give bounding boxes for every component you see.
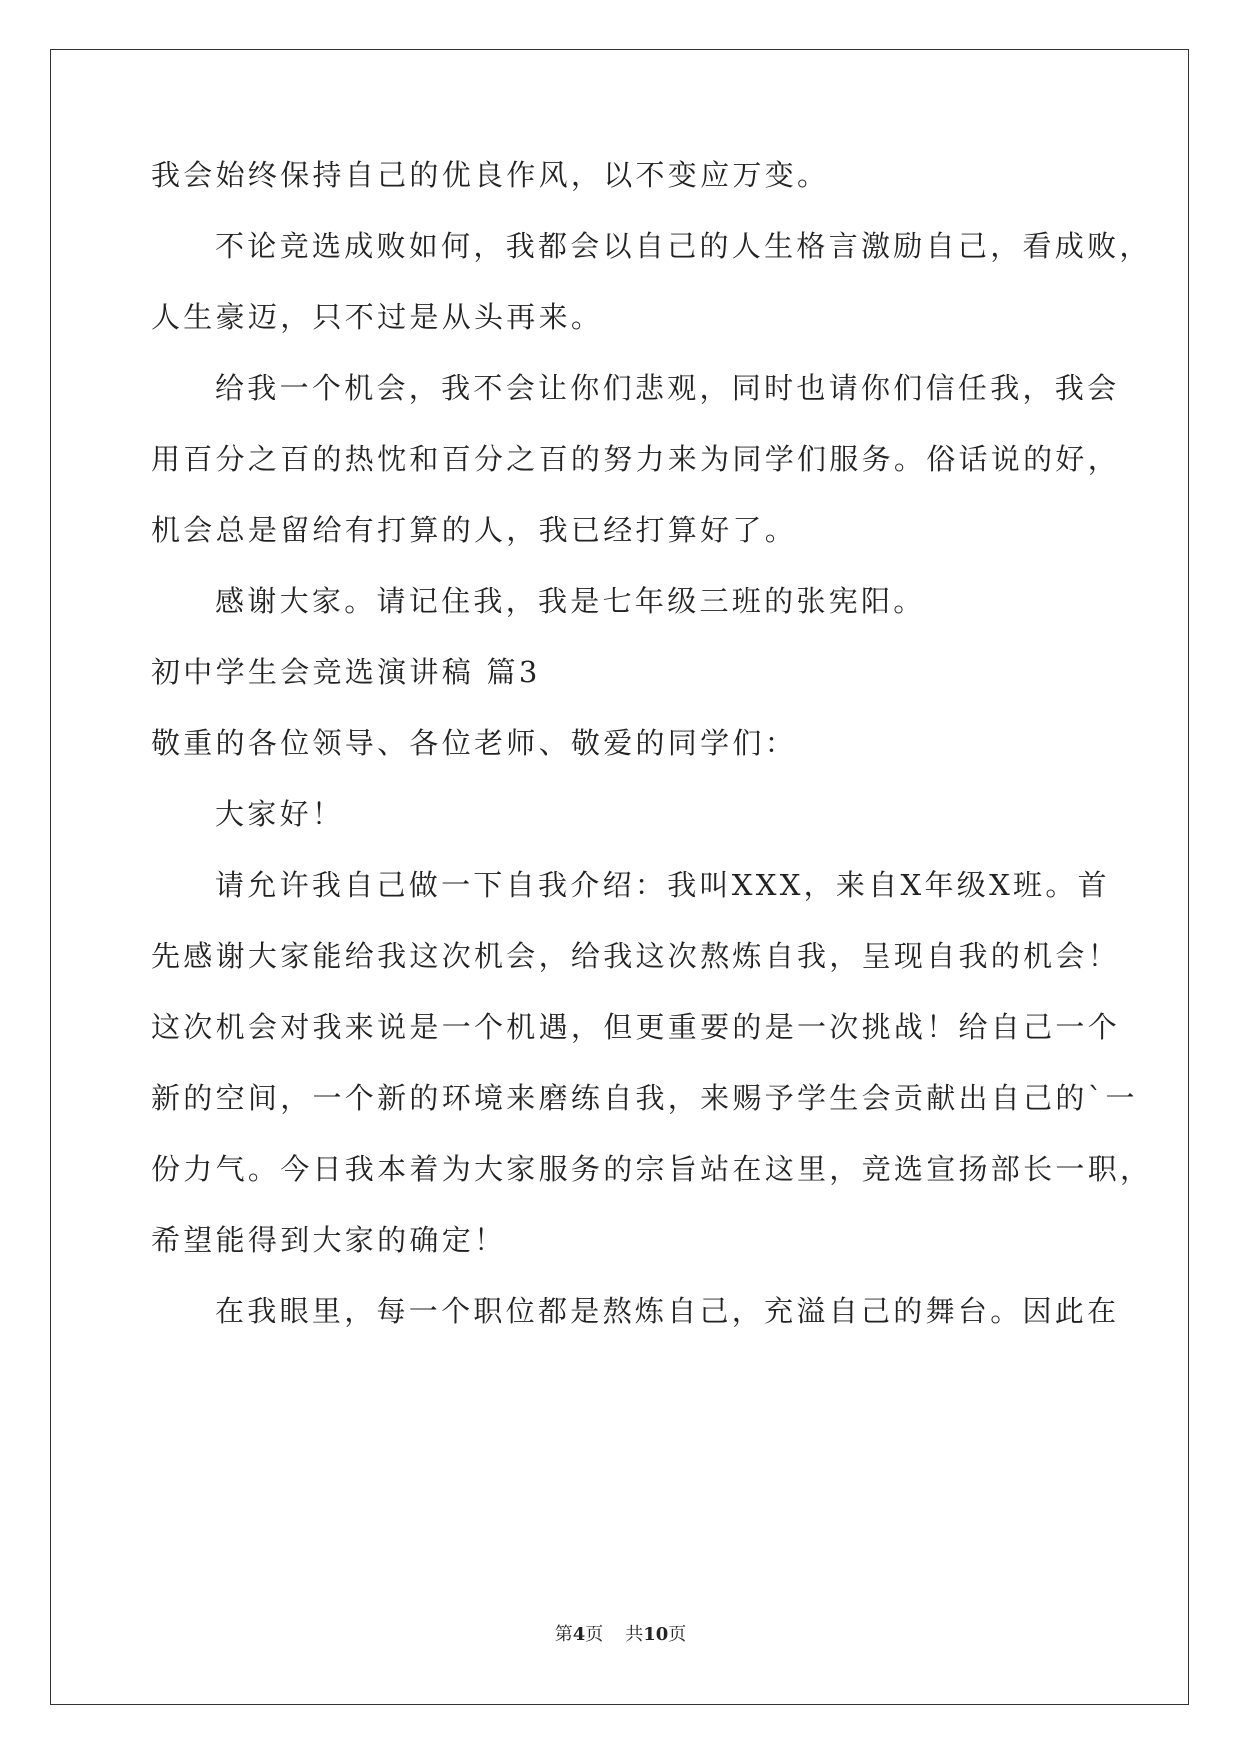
total-suffix: 页 xyxy=(668,1624,687,1645)
text-line: 人生豪迈，只不过是从头再来。 xyxy=(151,300,604,334)
page-current: 4 xyxy=(572,1624,586,1645)
section-heading: 初中学生会竞选演讲稿 篇3 xyxy=(151,655,541,689)
text-line: 我会始终保持自己的优良作风，以不变应万变。 xyxy=(151,158,830,192)
text-line: 先感谢大家能给我这次机会，给我这次熬炼自我，呈现自我的机会！ xyxy=(151,939,1121,973)
text-line: 感谢大家。请记住我，我是七年级三班的张宪阳。 xyxy=(215,584,926,618)
page-total: 10 xyxy=(643,1624,669,1645)
text-line: 这次机会对我来说是一个机遇，但更重要的是一次挑战！给自己一个 xyxy=(151,1010,1121,1044)
text-line: 用百分之百的热忱和百分之百的努力来为同学们服务。俗话说的好， xyxy=(151,442,1121,476)
text-line: 给我一个机会，我不会让你们悲观，同时也请你们信任我，我会 xyxy=(215,371,1120,405)
text-line: 敬重的各位领导、各位老师、敬爱的同学们： xyxy=(151,726,798,760)
text-line: 请允许我自己做一下自我介绍：我叫XXX，来自X年级X班。首 xyxy=(215,868,1110,902)
text-line: 在我眼里，每一个职位都是熬炼自己，充溢自己的舞台。因此在 xyxy=(215,1294,1120,1328)
page-prefix: 第 xyxy=(554,1624,573,1645)
text-line: 不论竞选成败如何，我都会以自己的人生格言激励自己，看成败， xyxy=(215,229,1152,263)
text-line: 大家好！ xyxy=(215,797,345,831)
page-footer xyxy=(0,1620,1241,1646)
text-line: 机会总是留给有打算的人，我已经打算好了。 xyxy=(151,513,798,547)
text-line: 希望能得到大家的确定！ xyxy=(151,1223,507,1257)
text-line: 份力气。今日我本着为大家服务的宗旨站在这里，竞选宣扬部长一职， xyxy=(151,1152,1153,1186)
page-suffix: 页 xyxy=(585,1624,604,1645)
total-prefix: 共 xyxy=(625,1624,644,1645)
text-line: 新的空间，一个新的环境来磨练自我，来赐予学生会贡献出自己的`一 xyxy=(151,1081,1138,1115)
